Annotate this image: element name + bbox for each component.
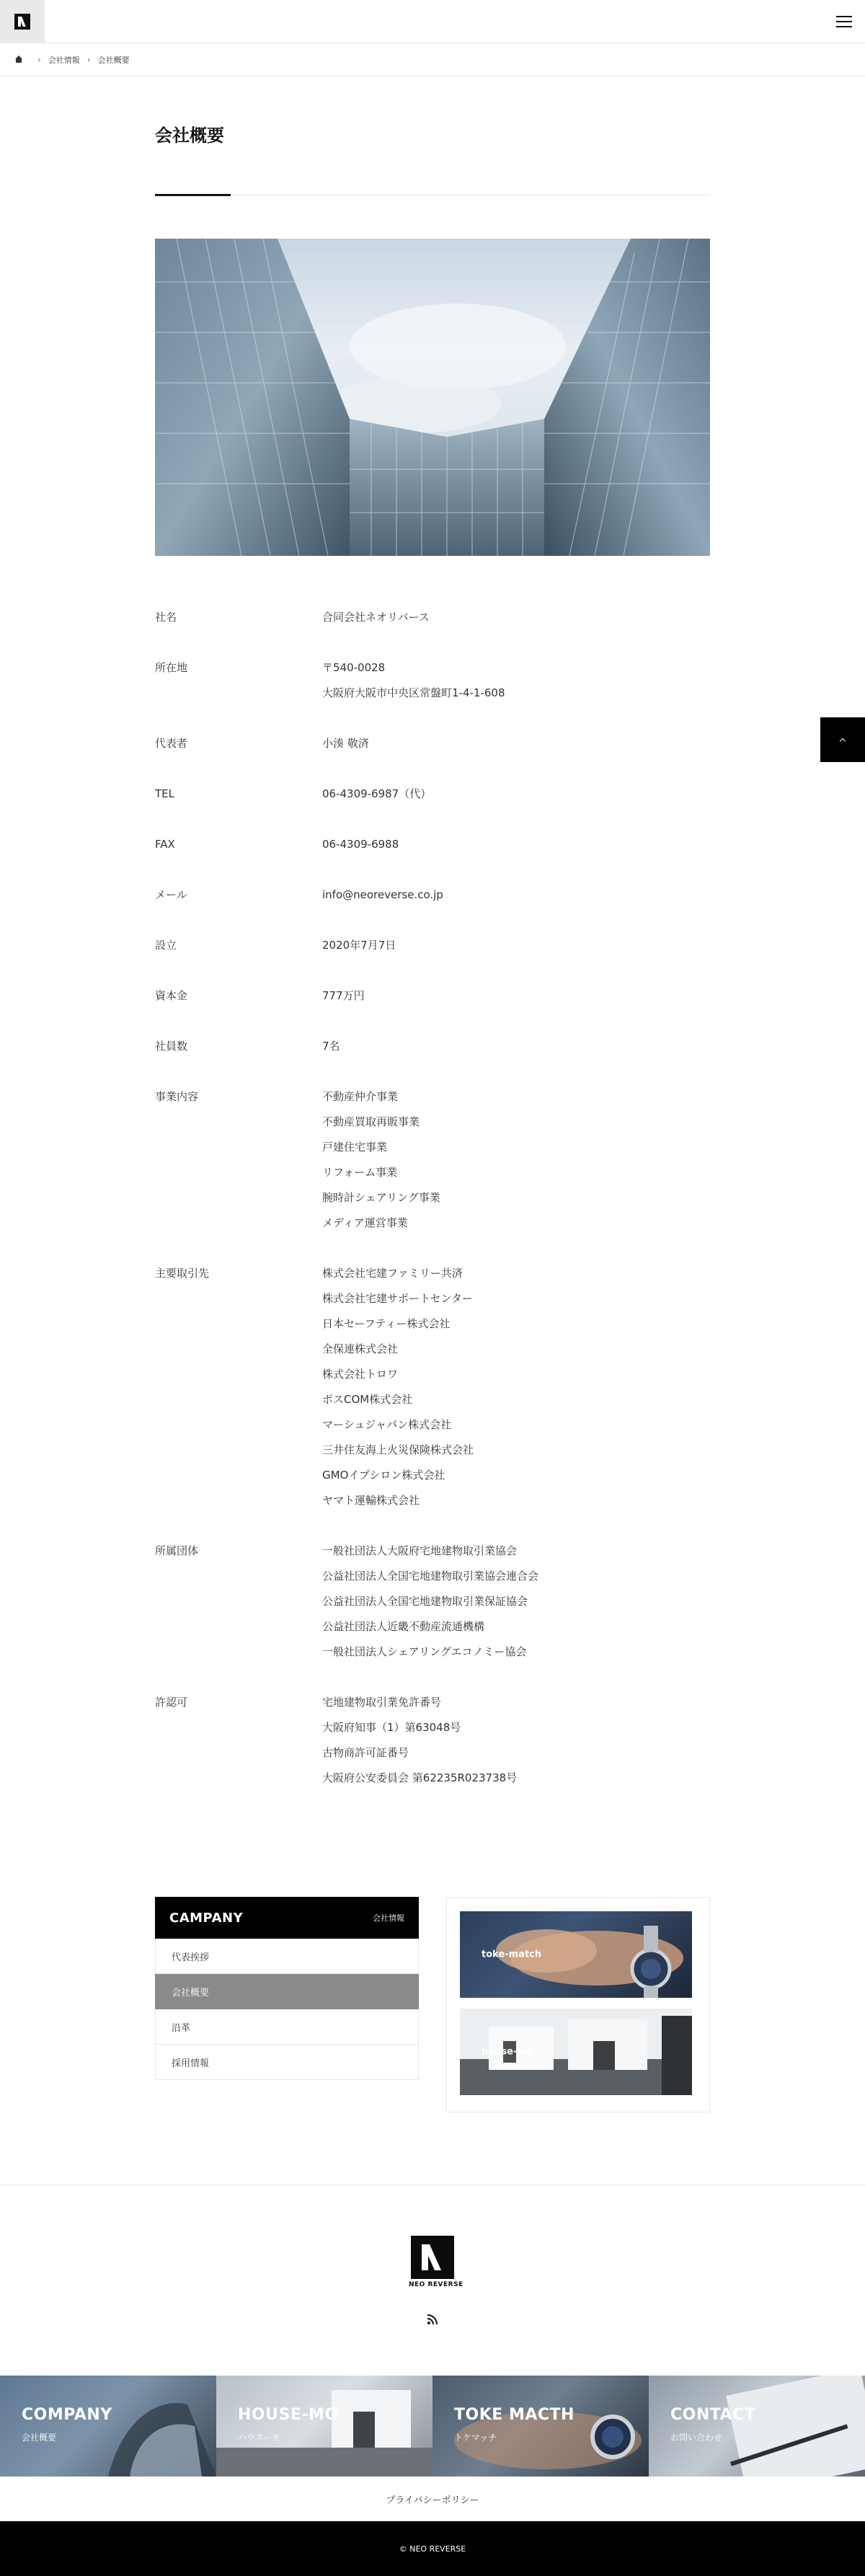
info-value-line: 株式会社宅建サポートセンター [322, 1292, 473, 1305]
info-row-licenses [155, 1690, 710, 1791]
info-value-line: info@neoreverse.co.jp [322, 888, 443, 901]
info-value-line: ヤマト運輸株式会社 [322, 1494, 420, 1507]
house-image [216, 2376, 432, 2477]
footer-link-toke-match[interactable] [432, 2376, 649, 2477]
info-value-line: リフォーム事業 [322, 1166, 398, 1179]
footer-link-title: COMPANY [22, 2406, 112, 2424]
info-row-clients [155, 1261, 710, 1513]
info-label: 主要取引先 [155, 1267, 210, 1280]
banner-toke-match[interactable] [460, 1911, 692, 1998]
info-label: 社名 [155, 611, 177, 624]
footer-link-title: TOKE MACTH [454, 2406, 575, 2424]
info-value-line: 日本セーフティー株式会社 [322, 1317, 451, 1330]
chevron-right-icon: › [86, 54, 91, 65]
footer-link-house-mo[interactable] [216, 2376, 432, 2477]
info-label: 資本金 [155, 989, 188, 1002]
site-footer [0, 2185, 865, 2576]
banner-house-mo[interactable] [460, 2009, 692, 2095]
hero-building-image [155, 239, 710, 556]
info-row-established [155, 933, 710, 958]
footer-link-subtitle: ハウスーモ [238, 2433, 281, 2443]
info-value-line: 腕時計シェアリング事業 [322, 1191, 440, 1204]
site-logo[interactable] [0, 0, 45, 43]
info-row-fax [155, 832, 710, 857]
footer-link-title: CONTACT [670, 2406, 756, 2424]
banner-label: toke-match [482, 1949, 542, 1960]
info-row-name [155, 605, 710, 630]
info-value [322, 1034, 710, 1059]
info-value [322, 882, 710, 908]
info-value-line: 株式会社宅建ファミリー共済 [322, 1267, 463, 1280]
sub-navigation-area [155, 1897, 710, 2112]
footer-link-contact[interactable] [649, 2376, 865, 2477]
info-value-line: 宅地建物取引業免許番号 [322, 1696, 442, 1709]
info-value-line: 〒540-0028 [322, 661, 386, 674]
info-label: 許認可 [155, 1696, 188, 1709]
info-value-line: 06-4309-6987（代） [322, 787, 432, 800]
info-value-line: 大阪府大阪市中央区常盤町1-4-1-608 [322, 686, 505, 699]
breadcrumb [0, 43, 865, 76]
info-value-line: 戸建住宅事業 [322, 1141, 388, 1154]
info-value [322, 1084, 710, 1236]
info-value-line: 株式会社トロワ [322, 1368, 399, 1381]
info-label: 設立 [155, 939, 177, 952]
sub-nav-title-ja: 会社情報 [373, 1913, 404, 1923]
footer-link-subtitle: 会社概要 [22, 2433, 57, 2443]
footer-link-banners [0, 2376, 865, 2477]
info-value-line: 三井住友海上火災保険株式会社 [322, 1443, 474, 1456]
info-label: メール [155, 888, 187, 901]
info-value-line: 不動産買取再販事業 [322, 1115, 420, 1128]
privacy-policy-link[interactable]: プライバシーポリシー [386, 2495, 479, 2506]
info-value [322, 731, 710, 756]
site-header [0, 0, 865, 43]
neo-reverse-logo-icon [411, 2236, 454, 2279]
info-value-line: 一般社団法人大阪府宅地建物取引業協会 [322, 1544, 518, 1557]
info-value-line: 大阪府公安委員会 第62235R023738号 [322, 1771, 518, 1784]
info-value-line: メディア運営事業 [322, 1216, 408, 1229]
info-value [322, 655, 710, 706]
chevron-right-icon: › [37, 54, 41, 65]
info-row-representative [155, 731, 710, 756]
info-value-line: 全保連株式会社 [322, 1342, 399, 1355]
footer-brand [0, 2185, 865, 2376]
info-row-address [155, 655, 710, 706]
info-row-employees [155, 1034, 710, 1059]
service-banners [446, 1897, 710, 2112]
arrow-up-icon [840, 738, 846, 743]
sub-nav-item-recruit[interactable]: 採用情報 [155, 2045, 419, 2080]
info-row-associations [155, 1539, 710, 1665]
sub-nav-item-history[interactable]: 沿革 [155, 2009, 419, 2045]
footer-link-company[interactable] [0, 2376, 216, 2477]
info-label: 所在地 [155, 661, 188, 674]
page-title: 会社概要 [155, 125, 224, 146]
info-label: 代表者 [155, 737, 188, 750]
info-value [322, 933, 710, 958]
banner-label: house-mo [482, 2046, 533, 2058]
info-label: FAX [155, 838, 175, 851]
info-value [322, 1539, 710, 1665]
footer-link-title: HOUSE-MO [238, 2406, 339, 2424]
breadcrumb-item-company-info[interactable]: 会社情報 [48, 55, 80, 65]
sub-nav-title-en: CAMPANY [169, 1910, 244, 1926]
back-to-top-button[interactable] [820, 717, 865, 762]
main-content [155, 123, 710, 2112]
info-row-capital [155, 983, 710, 1009]
info-value-line: 公益社団法人近畿不動産流通機構 [322, 1620, 485, 1633]
info-value-line: 一般社団法人シェアリングエコノミー協会 [322, 1645, 527, 1658]
info-label: 社員数 [155, 1040, 188, 1053]
info-value-line: 06-4309-6988 [322, 838, 399, 851]
copyright: © NEO REVERSE [0, 2521, 865, 2576]
company-info-table [155, 605, 710, 1791]
info-value-line: ポスCOM株式会社 [322, 1393, 413, 1406]
info-value-line: マーシュジャパン株式会社 [322, 1418, 452, 1431]
info-row-business [155, 1084, 710, 1236]
company-building-image [0, 2376, 216, 2477]
breadcrumb-item-current: 会社概要 [97, 55, 130, 65]
info-value [322, 1690, 710, 1791]
info-value-line: 大阪府知事（1）第63048号 [322, 1721, 461, 1734]
info-value-line: 公益社団法人全国宅地建物取引業保証協会 [322, 1595, 528, 1608]
rss-icon[interactable] [427, 2314, 438, 2325]
info-value-line: 不動産仲介事業 [322, 1090, 399, 1103]
info-label: 事業内容 [155, 1090, 199, 1103]
info-row-tel [155, 782, 710, 807]
info-value [322, 1261, 710, 1513]
watch-image [432, 2376, 649, 2477]
sub-nav-item-overview[interactable]: 会社概要 [155, 1974, 419, 2009]
info-value-line: 公益社団法人全国宅地建物取引業協会連合会 [322, 1570, 539, 1583]
sub-nav-item-greeting[interactable]: 代表挨拶 [155, 1939, 419, 1974]
info-row-email [155, 882, 710, 908]
company-sub-nav [155, 1897, 419, 2112]
info-value [322, 782, 710, 807]
info-value [322, 983, 710, 1009]
info-value-line: 小湊 敬済 [322, 737, 369, 750]
footer-link-subtitle: トケマッチ [454, 2433, 497, 2443]
info-label: 所属団体 [155, 1544, 199, 1557]
sub-nav-header [155, 1897, 419, 1939]
info-label: TEL [155, 787, 174, 800]
info-value-line: GMOイプシロン株式会社 [322, 1469, 445, 1482]
info-value-line: 777万円 [322, 989, 365, 1002]
footer-logo[interactable] [409, 2236, 463, 2290]
home-icon[interactable] [14, 56, 23, 63]
info-value [322, 605, 710, 630]
info-value-line: 合同会社ネオリバース [322, 611, 430, 624]
notebook-pen-image [649, 2376, 865, 2477]
info-value-line: 古物商許可証番号 [322, 1746, 409, 1759]
info-value-line: 2020年7月7日 [322, 939, 396, 952]
hamburger-menu-icon[interactable] [836, 16, 852, 27]
footer-link-subtitle: お問い合わせ [670, 2433, 723, 2443]
footer-logo-caption: NEO REVERSE [409, 2281, 463, 2288]
info-value [322, 832, 710, 857]
info-value-line: 7名 [322, 1040, 340, 1053]
neo-reverse-logo-icon [14, 14, 30, 30]
